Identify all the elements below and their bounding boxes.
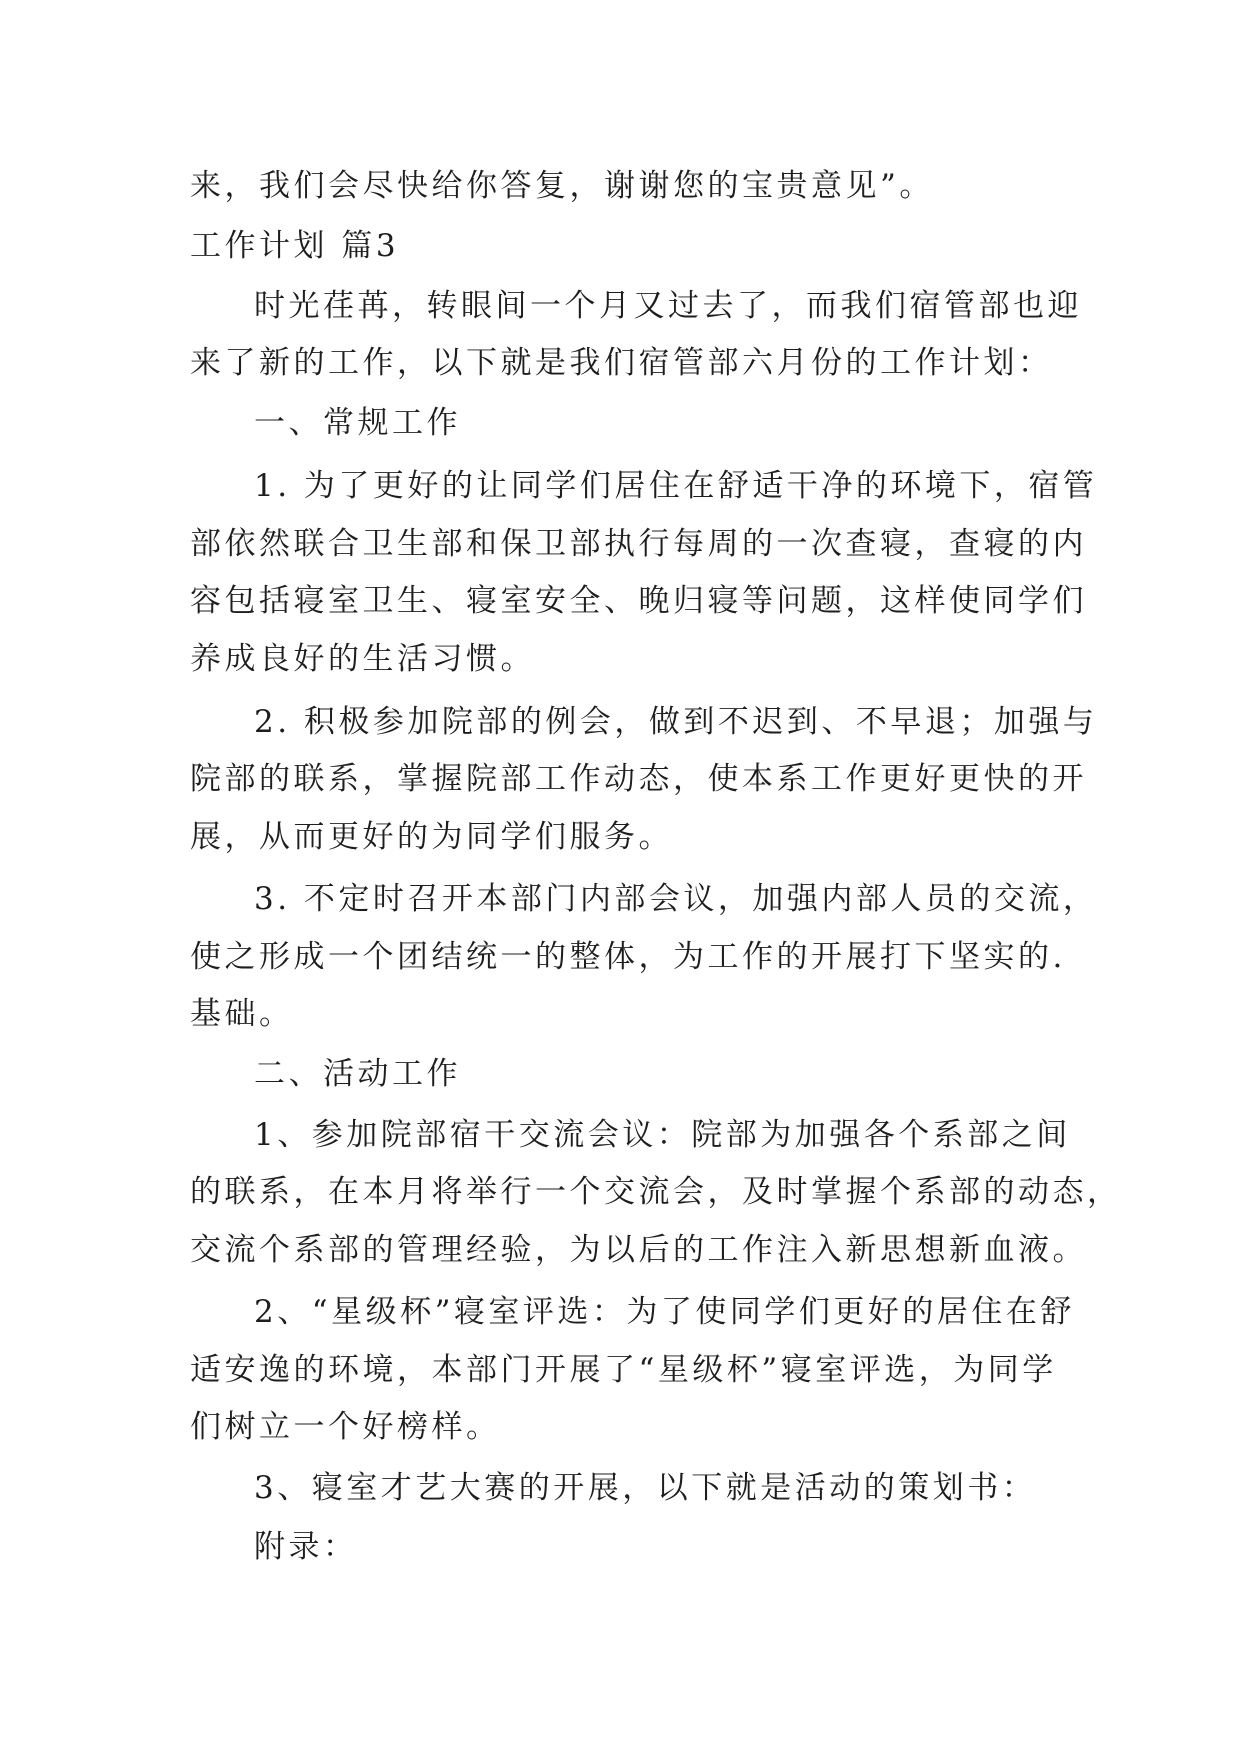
item-1-line-1: 1. 为了更好的让同学们居住在舒适干净的环境下，宿管 [254, 468, 1098, 504]
item-1-line-2: 部依然联合卫生部和保卫部执行每周的一次查寝，查寝的内 [190, 526, 1087, 562]
appendix-label: 附录： [254, 1529, 358, 1565]
text-line-continuation: 来，我们会尽快给你答复，谢谢您的宝贵意见”。 [190, 168, 934, 204]
activity-2-line-2: 适安逸的环境，本部门开展了“星级杯”寝室评选，为同学 [190, 1352, 1057, 1388]
activity-1-line-3: 交流个系部的管理经验，为以后的工作注入新思想新血液。 [190, 1232, 1087, 1268]
item-1-line-3: 容包括寝室卫生、寝室安全、晚归寝等问题，这样使同学们 [190, 583, 1087, 619]
item-1-line-4: 养成良好的生活习惯。 [190, 641, 535, 677]
item-2-line-3: 展，从而更好的为同学们服务。 [190, 819, 673, 855]
activity-3-line-1: 3、寝室才艺大赛的开展，以下就是活动的策划书： [254, 1470, 1037, 1506]
paragraph-intro-line-2: 来了新的工作，以下就是我们宿管部六月份的工作计划： [190, 345, 1053, 381]
section-heading-plan-3: 工作计划 篇3 [190, 228, 400, 264]
item-3-line-1: 3. 不定时召开本部门内部会议，加强内部人员的交流， [254, 881, 1098, 917]
activity-1-line-2: 的联系，在本月将举行一个交流会，及时掌握个系部的动态， [190, 1174, 1122, 1210]
paragraph-intro-line-1: 时光荏苒，转眼间一个月又过去了，而我们宿管部也迎 [254, 288, 1082, 324]
activity-1-line-1: 1、参加院部宿干交流会议：院部为加强各个系部之间 [254, 1117, 1071, 1153]
activity-2-line-3: 们树立一个好榜样。 [190, 1409, 501, 1445]
item-2-line-1: 2. 积极参加院部的例会，做到不迟到、不早退；加强与 [254, 704, 1098, 740]
activity-2-line-1: 2、“星级杯”寝室评选：为了使同学们更好的居住在舒 [254, 1294, 1075, 1330]
heading-activity-work: 二、活动工作 [254, 1056, 461, 1092]
item-3-line-2: 使之形成一个团结统一的整体，为工作的开展打下坚实的. [190, 939, 1066, 975]
item-2-line-2: 院部的联系，掌握院部工作动态，使本系工作更好更快的开 [190, 761, 1087, 797]
item-3-line-3: 基础。 [190, 996, 294, 1032]
heading-routine-work: 一、常规工作 [254, 405, 461, 441]
